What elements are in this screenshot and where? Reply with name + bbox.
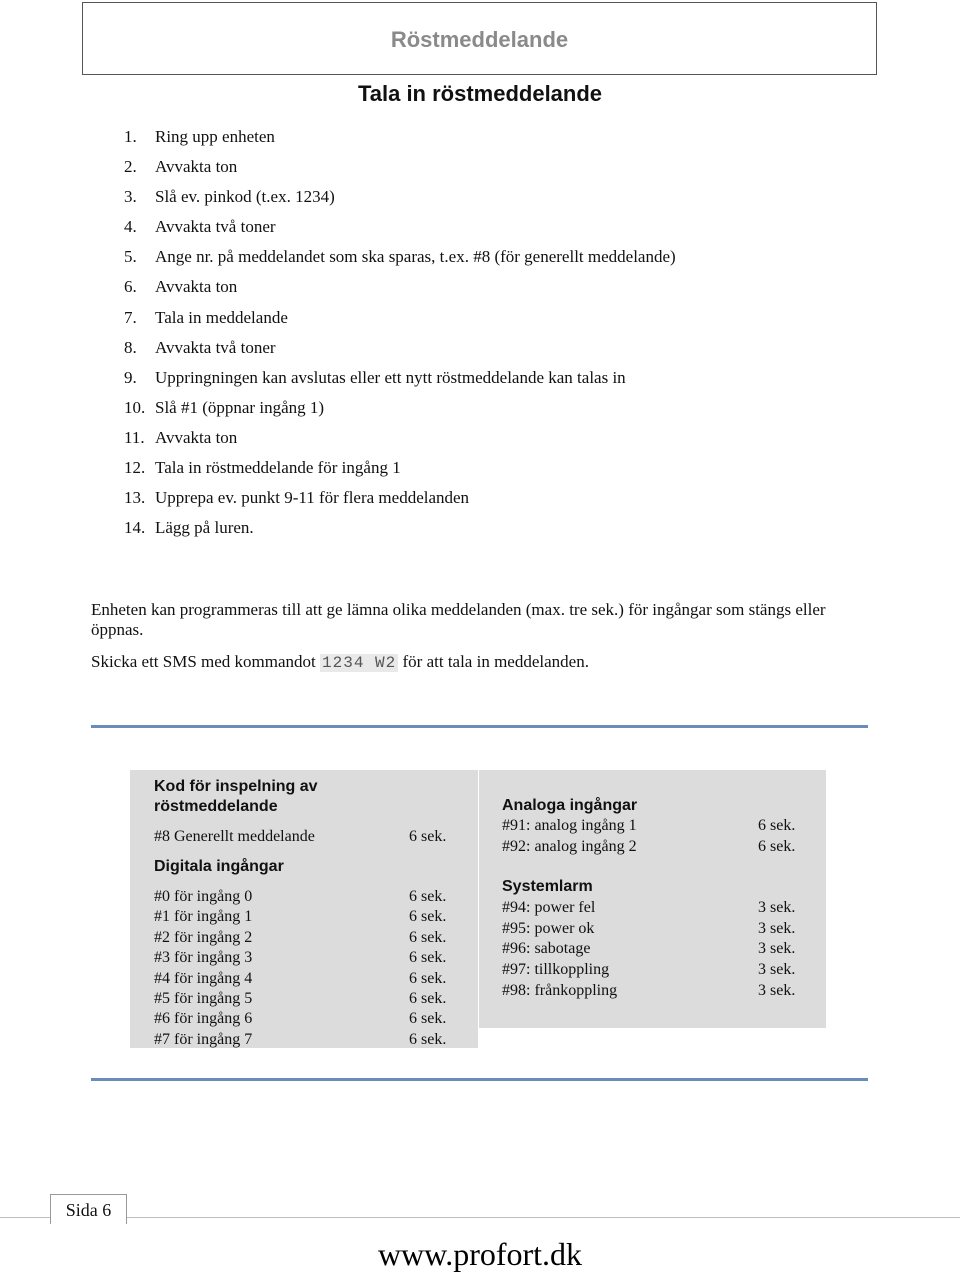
step-number: 6. <box>124 277 137 297</box>
row-label: #6 för ingång 6 <box>154 1010 253 1028</box>
row-label: #97: tillkoppling <box>502 960 610 978</box>
row-value: 6 sek. <box>409 949 447 967</box>
header-title: Röstmeddelande <box>390 27 569 52</box>
table-row <box>154 948 474 968</box>
step-text: Slå #1 (öppnar ingång 1) <box>155 397 325 417</box>
row-label: #5 för ingång 5 <box>154 990 253 1007</box>
table-row <box>154 827 474 847</box>
list-item <box>124 184 676 214</box>
step-text: Tala in meddelande <box>155 307 288 327</box>
table-row <box>502 816 822 836</box>
list-item <box>124 214 676 244</box>
sms-text-before: Skicka ett SMS med kommandot <box>91 652 321 671</box>
section-heading: Tala in röstmeddelande <box>357 81 603 106</box>
step-text: Lägg på luren. <box>155 518 254 538</box>
list-item <box>124 455 676 485</box>
step-number: 3. <box>124 187 137 207</box>
list-item <box>124 305 676 335</box>
divider-top <box>91 725 868 728</box>
step-text: Ring upp enheten <box>155 127 275 146</box>
list-item <box>124 395 676 425</box>
table-row <box>502 898 822 918</box>
footer-divider <box>0 1217 960 1218</box>
step-text: Ange nr. på meddelandet som ska sparas, t.ex. #8 (för generellt meddelande) <box>155 247 676 267</box>
table-row <box>502 939 822 959</box>
panel-heading-line2: röstmeddelande <box>154 798 278 815</box>
analog-inputs-heading: Analoga ingångar <box>502 797 638 814</box>
step-number: 1. <box>124 127 137 146</box>
list-item <box>124 485 676 515</box>
panel-heading: Kod för inspelning av <box>154 778 318 795</box>
list-item <box>124 244 676 274</box>
row-label: #7 för ingång 7 <box>154 1031 253 1048</box>
row-value: 3 sek. <box>758 940 796 957</box>
page-number: Sida 6 <box>50 1194 127 1224</box>
step-text: Avvakta två toner <box>155 337 276 357</box>
list-item <box>124 274 676 304</box>
sms-command-paragraph <box>91 652 871 673</box>
step-number: 10. <box>124 397 146 417</box>
sms-command-code: 1234 W2 <box>322 654 397 672</box>
row-value: 6 sek. <box>409 1031 447 1048</box>
row-label: #0 för ingång 0 <box>154 888 253 905</box>
row-value: 6 sek. <box>409 990 447 1007</box>
row-label: #98: frånkoppling <box>502 982 618 999</box>
step-number: 5. <box>124 247 137 267</box>
step-number: 11. <box>124 427 145 447</box>
list-item <box>124 425 676 455</box>
table-row <box>154 989 474 1009</box>
step-text: Upprepa ev. punkt 9-11 för flera meddelanden <box>155 488 470 508</box>
step-text: Uppringningen kan avslutas eller ett nytt röstmeddelande kan talas in <box>155 367 626 387</box>
step-text: Avvakta ton <box>155 427 238 447</box>
table-row <box>502 919 822 939</box>
steps-list <box>124 124 676 545</box>
step-number: 8. <box>124 337 137 357</box>
row-label: #4 för ingång 4 <box>154 969 253 987</box>
step-number: 13. <box>124 488 146 508</box>
row-value: 6 sek. <box>409 1010 447 1028</box>
row-label: #8 Generellt meddelande <box>154 828 315 845</box>
system-alarm-heading: Systemlarm <box>502 878 593 895</box>
info-paragraph: Enheten kan programmeras till att ge lämna olika meddelanden (max. tre sek.) för ingångar som stängs eller öppnas. <box>91 600 826 639</box>
row-value: 6 sek. <box>409 828 447 845</box>
recording-codes-panel <box>130 770 478 1048</box>
row-label: #92: analog ingång 2 <box>502 837 637 855</box>
row-label: #95: power ok <box>502 919 595 937</box>
table-row <box>154 887 474 907</box>
sms-text-after: för att tala in meddelanden. <box>398 652 589 671</box>
list-item <box>124 365 676 395</box>
step-text: Tala in röstmeddelande för ingång 1 <box>155 458 401 478</box>
row-value: 6 sek. <box>409 908 447 926</box>
row-value: 6 sek. <box>409 928 447 946</box>
list-item <box>124 515 676 545</box>
step-number: 7. <box>124 307 137 327</box>
list-item <box>124 335 676 365</box>
page-header <box>82 2 877 75</box>
row-label: #91: analog ingång 1 <box>502 817 637 834</box>
table-row <box>154 1009 474 1029</box>
row-value: 6 sek. <box>409 969 447 987</box>
row-label: #94: power fel <box>502 899 596 916</box>
row-label: #1 för ingång 1 <box>154 908 253 926</box>
step-text: Slå ev. pinkod (t.ex. 1234) <box>155 187 335 207</box>
step-number: 14. <box>124 518 146 538</box>
row-value: 3 sek. <box>758 919 796 937</box>
website-footer: www.profort.dk <box>377 1236 583 1272</box>
step-text: Avvakta två toner <box>155 217 276 237</box>
row-value: 3 sek. <box>758 982 796 999</box>
step-number: 12. <box>124 458 146 478</box>
row-label: #3 för ingång 3 <box>154 949 253 967</box>
alarm-codes-panel <box>479 770 826 1028</box>
step-number: 4. <box>124 217 137 237</box>
list-item <box>124 124 676 154</box>
row-value: 3 sek. <box>758 960 796 978</box>
row-value: 3 sek. <box>758 899 796 916</box>
table-row <box>502 981 822 1001</box>
table-row <box>502 837 822 857</box>
row-label: #96: sabotage <box>502 940 591 957</box>
table-row <box>154 928 474 948</box>
divider-bottom <box>91 1078 868 1081</box>
step-number: 2. <box>124 157 137 177</box>
row-value: 6 sek. <box>758 817 796 834</box>
digital-inputs-heading: Digitala ingångar <box>154 858 284 875</box>
list-item <box>124 154 676 184</box>
row-value: 6 sek. <box>409 888 447 905</box>
step-text: Avvakta ton <box>155 157 238 177</box>
table-row <box>154 1030 474 1048</box>
table-row <box>154 969 474 989</box>
step-number: 9. <box>124 367 137 387</box>
row-label: #2 för ingång 2 <box>154 928 253 946</box>
table-row <box>154 907 474 927</box>
step-text: Avvakta ton <box>155 277 238 297</box>
table-row <box>502 960 822 980</box>
row-value: 6 sek. <box>758 837 796 855</box>
